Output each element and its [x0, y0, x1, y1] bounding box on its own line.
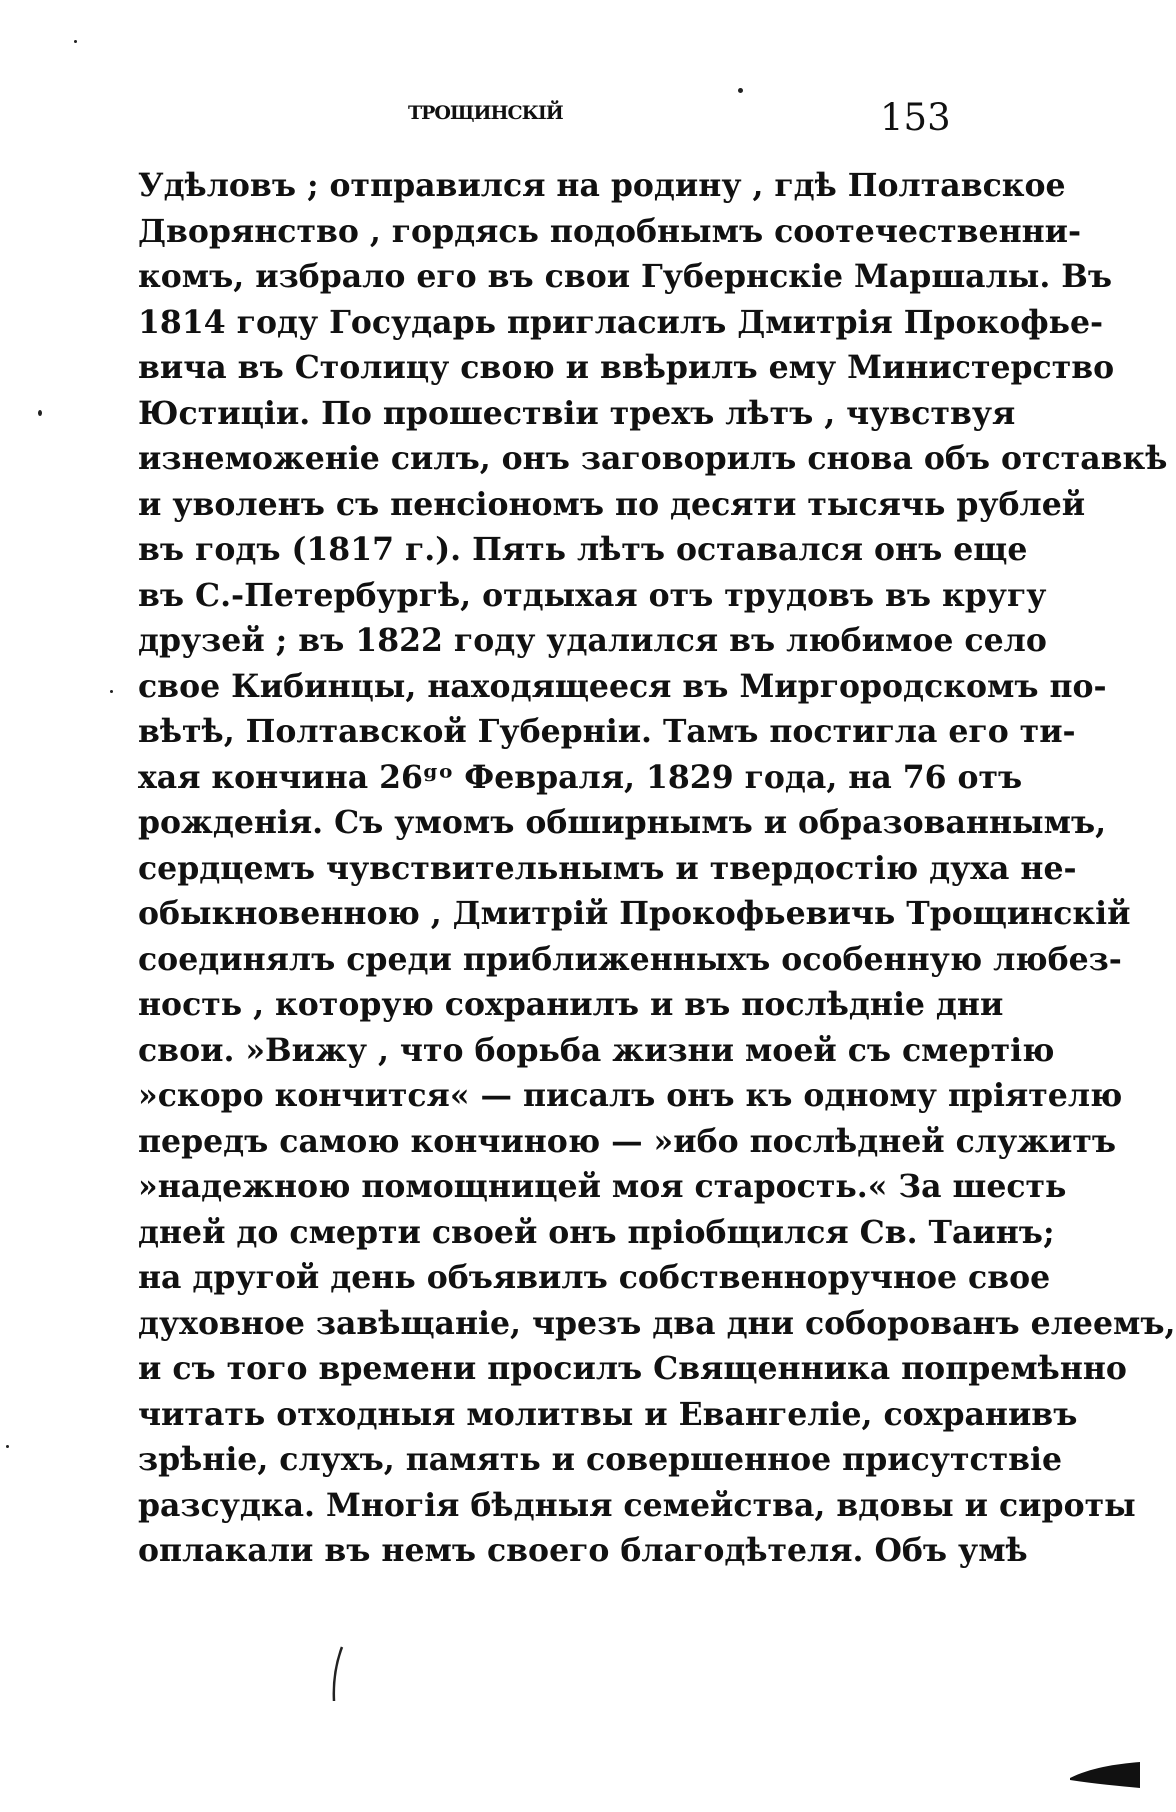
text-line: сердцемъ чувствительнымъ и твердостію духа не-	[138, 849, 1077, 887]
text-line: друзей ; въ 1822 году удалился въ любимое село	[138, 622, 1047, 659]
text-line: читать отходныя молитвы и Евангеліе, сохранивъ	[138, 1395, 1078, 1433]
text-line: »скоро кончится« — писалъ онъ къ одному пріятелю	[138, 1077, 1123, 1114]
text-line: »надежною помощницей моя старость.« За шесть	[138, 1168, 1067, 1205]
text-line: передъ самою кончиною — »ибо послѣдней служитъ	[138, 1122, 1117, 1160]
text-line: Дворянство , гордясь подобнымъ соотечественни-	[138, 212, 1082, 250]
text-line: Удѣловъ ; отправился на родину , гдѣ Полтавское	[138, 167, 1066, 204]
text-line: соединялъ среди приближенныхъ особенную любез-	[138, 940, 1122, 978]
scan-speck	[74, 40, 77, 43]
text-line: и съ того времени просилъ Священника попремѣнно	[138, 1350, 1127, 1387]
scan-speck	[6, 1445, 9, 1448]
text-line: ность , которую сохранилъ и въ послѣдніе дни	[138, 986, 1004, 1023]
text-line: разсудка. Многія бѣдныя семейства, вдовы и сироты	[138, 1486, 1136, 1524]
text-line: хая кончина 26ᵍᵒ Февраля, 1829 года, на 76 отъ	[138, 758, 1023, 796]
text-line: оплакали въ немъ своего благодѣтеля. Объ умѣ	[138, 1532, 1028, 1569]
text-line: дней до смерти своей онъ пріобщился Св. Таинъ;	[138, 1213, 1055, 1251]
text-line: на другой день объявилъ собственноручное свое	[138, 1259, 1051, 1296]
text-line: въ С.-Петербургѣ, отдыхая отъ трудовъ въ кругу	[138, 576, 1047, 614]
text-line: рожденія. Съ умомъ обширнымъ и образованнымъ,	[138, 804, 1107, 841]
text-line: зрѣніе, слухъ, память и совершенное присутствіе	[138, 1441, 1063, 1478]
text-line: комъ, избрало его въ свои Губернскіе Маршалы. Въ	[138, 258, 1113, 295]
text-line: свои. »Вижу , что борьба жизни моей съ смертію	[138, 1031, 1055, 1069]
text-line: вича въ Столицу свою и ввѣрилъ ему Министерство	[138, 349, 1115, 386]
text-line: и уволенъ съ пенсіономъ по десяти тысячь рублей	[138, 485, 1086, 523]
text-line: въ годъ (1817 г.). Пять лѣтъ оставался онъ еще	[138, 531, 1028, 568]
scan-speck	[38, 410, 42, 416]
running-title: трощинскій	[408, 95, 563, 126]
scan-speck	[738, 88, 743, 93]
text-line: духовное завѣщаніе, чрезъ два дни соборованъ елеемъ,	[138, 1304, 1176, 1342]
text-line: Юстиціи. По прошествіи трехъ лѣтъ , чувствуя	[138, 394, 1016, 432]
body-text	[138, 163, 1176, 1574]
text-line: 1814 году Государь пригласилъ Дмитрія Прокофье-	[138, 303, 1104, 341]
scan-speck	[110, 690, 113, 693]
text-line: изнеможеніе силъ, онъ заговорилъ снова объ отставкѣ	[138, 440, 1168, 477]
ink-blot	[1070, 1760, 1140, 1790]
pen-mark	[330, 1645, 344, 1703]
text-line: обыкновенною , Дмитрій Прокофьевичь Трощинскій	[138, 895, 1131, 932]
text-line: свое Кибинцы, находящееся въ Миргородскомъ по-	[138, 667, 1107, 705]
page-number: 153	[880, 96, 951, 139]
text-line: вѣтѣ, Полтавской Губерніи. Тамъ постигла его ти-	[138, 713, 1076, 750]
